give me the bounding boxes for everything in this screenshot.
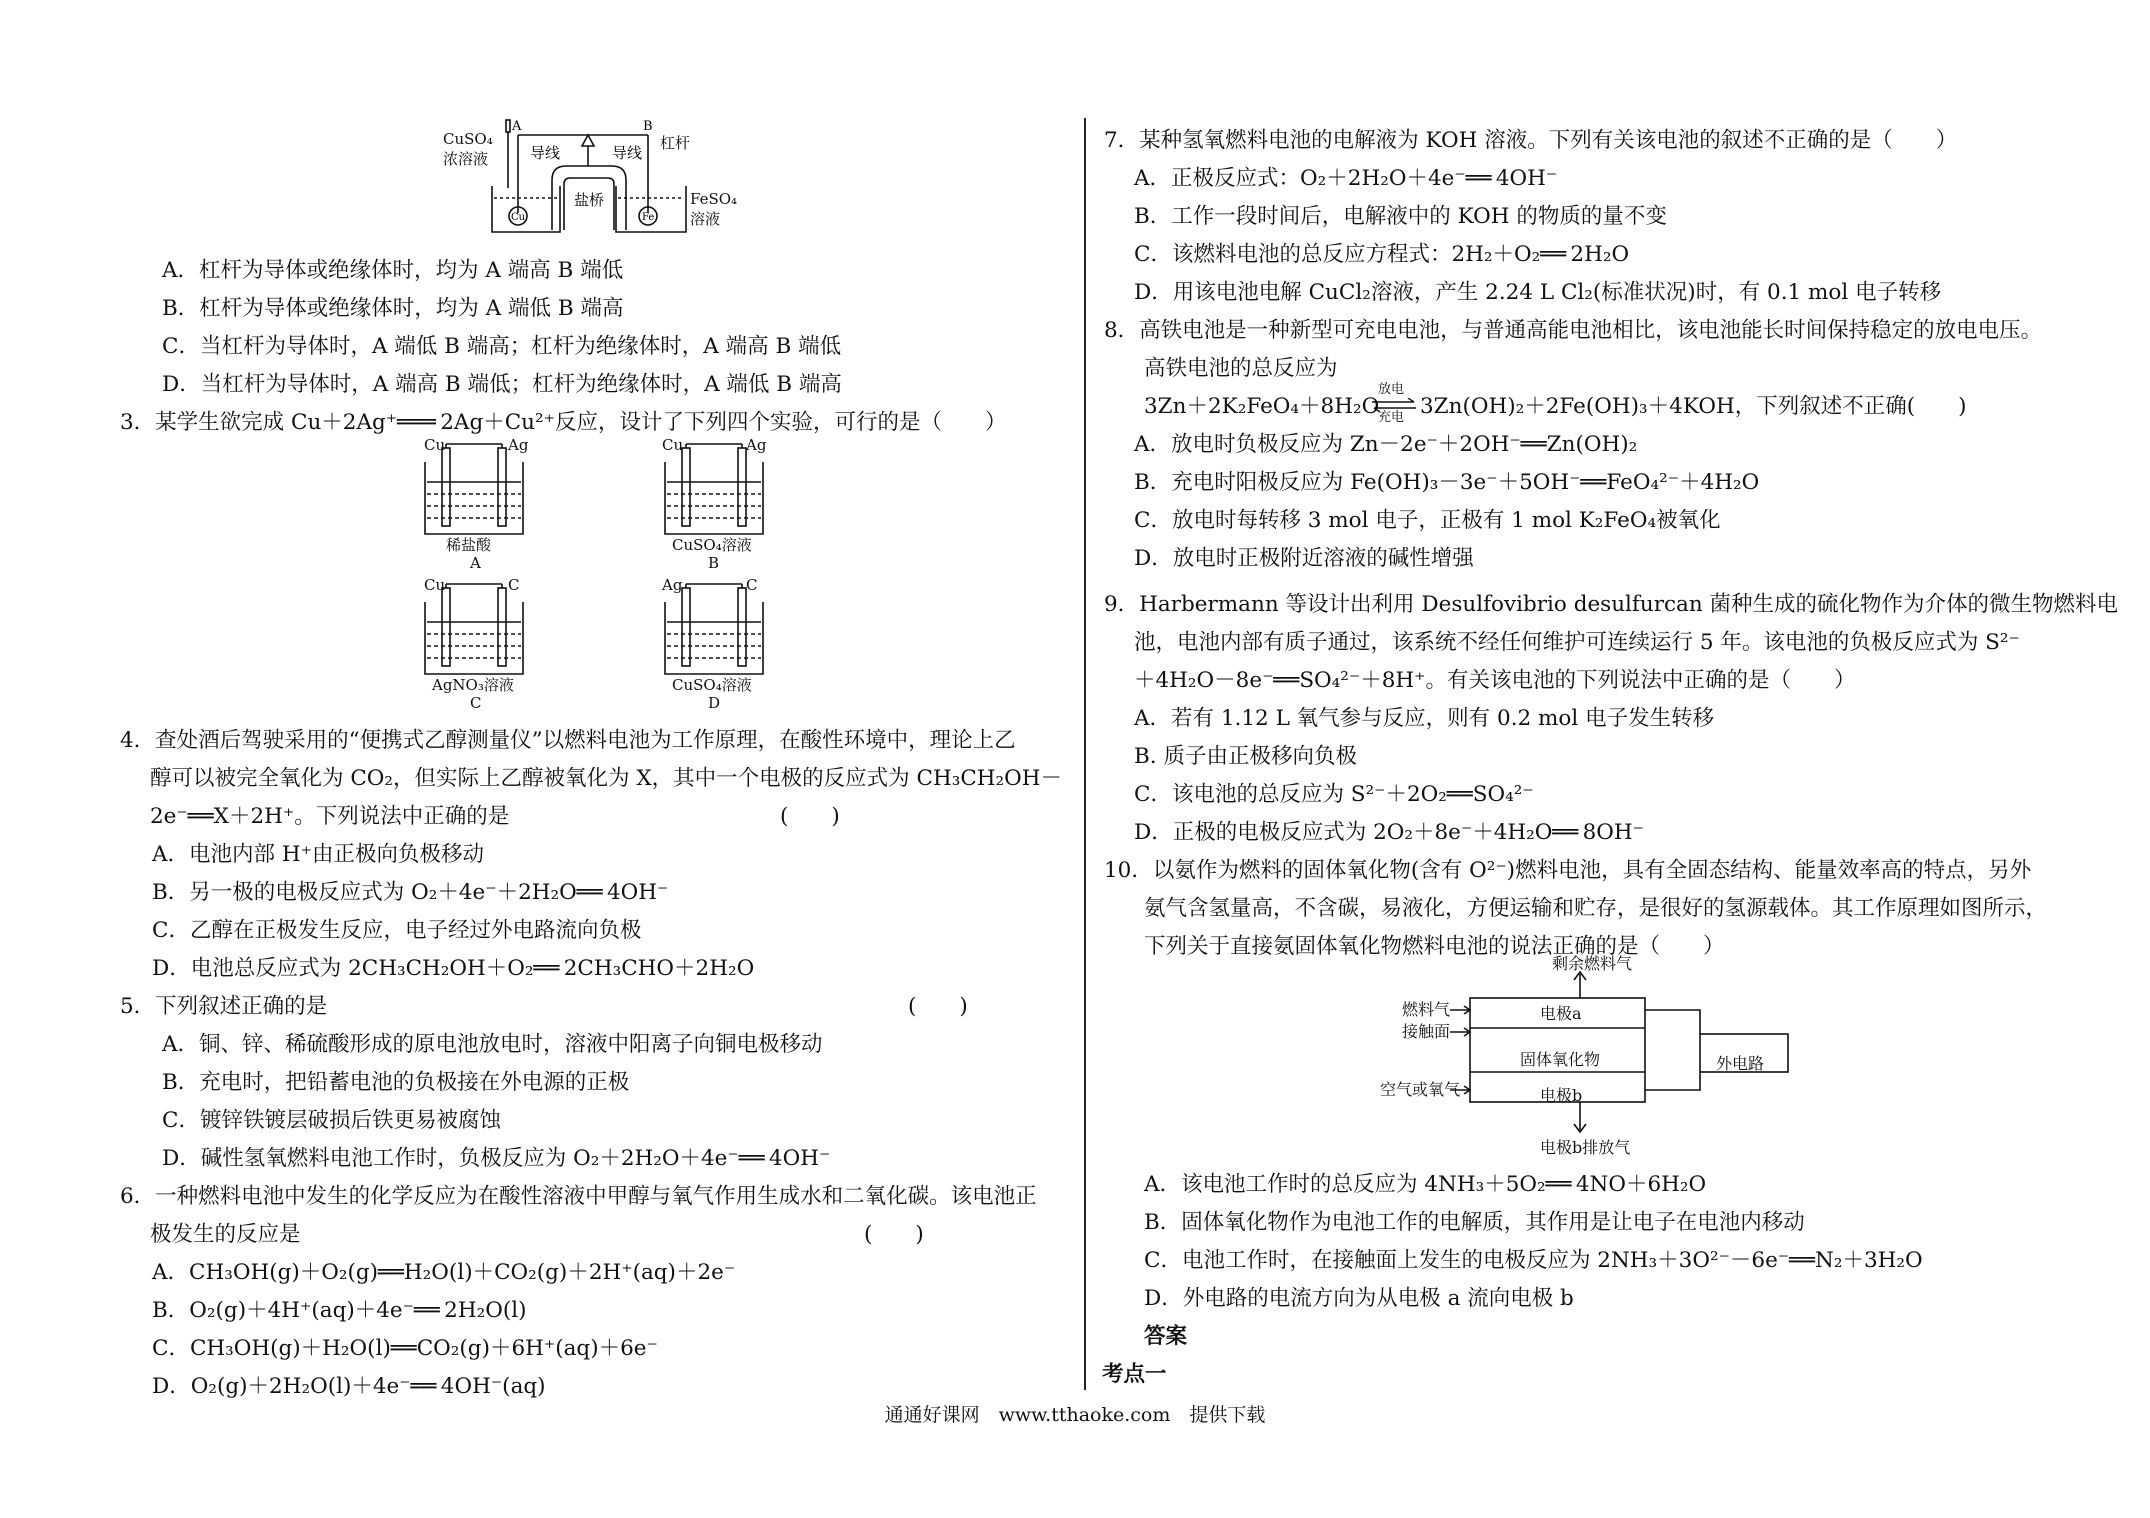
q5-option-c[interactable]: C．镀锌铁镀层破损后铁更易被腐蚀 [162, 1108, 501, 1133]
sofc-solid-oxide: 固体氧化物 [1520, 1050, 1601, 1069]
q3-stem: 3．某学生欲完成 Cu＋2Ag⁺═══ 2Ag＋Cu²⁺反应，设计了下列四个实验，可行的是（ ） [120, 410, 1007, 435]
cu-label: Cu [511, 212, 526, 223]
q10-option-a[interactable]: A．该电池工作时的总反应为 4NH₃＋5O₂══ 4NO＋6H₂O [1144, 1172, 1707, 1197]
sofc-air-oxygen: 空气或氧气 [1380, 1080, 1461, 1099]
q4-stem-line3: 2e⁻══X＋2H⁺。下列说法中正确的是 [150, 804, 510, 829]
sofc-fuel-gas: 燃料气 [1402, 1000, 1451, 1019]
q3-d-right-electrode: C [746, 576, 758, 594]
q5-stem: 5．下列叙述正确的是 [120, 994, 328, 1019]
section-one-title: 考点一 [1102, 1362, 1167, 1387]
q8-option-d[interactable]: D．放电时正极附近溶液的碱性增强 [1134, 546, 1474, 571]
q3-b-label: B [708, 554, 720, 572]
q9-option-b[interactable]: B. 质子由正极移向负极 [1134, 744, 1357, 769]
q3-b-solution: CuSO₄溶液 [672, 536, 752, 554]
q9-stem-line3: ＋4H₂O－8e⁻══SO₄²⁻＋8H⁺。有关该电池的下列说法中正确的是（ ） [1134, 668, 1856, 693]
q4-stem-line1: 4．查处酒后驾驶采用的“便携式乙醇测量仪”以燃料电池为工作原理，在酸性环境中，理论上乙 [120, 728, 1016, 753]
q10-stem-line1: 10．以氨作为燃料的固体氧化物(含有 O²⁻)燃料电池，具有全固态结构、能量效率高的特点，另外 [1104, 858, 2032, 883]
q8-stem-line2: 高铁电池的总反应为 [1144, 356, 1338, 381]
page-footer: 通通好课网 www.tthaoke.com 提供下载 [884, 1404, 1266, 1426]
q9-option-d[interactable]: D．正极的电极反应式为 2O₂＋8e⁻＋4H₂O══ 8OH⁻ [1134, 820, 1645, 845]
q3-d-label: D [708, 694, 721, 712]
sofc-electrode-b: 电极b [1540, 1086, 1583, 1105]
q10-option-d[interactable]: D．外电路的电流方向为从电极 a 流向电极 b [1144, 1286, 1574, 1311]
lever-solution-label: 溶液 [690, 210, 721, 228]
q10-option-c[interactable]: C．电池工作时，在接触面上发生的电极反应为 2NH₃＋3O²⁻－6e⁻══N₂＋3H₂O [1144, 1248, 1923, 1273]
sofc-electrode-a: 电极a [1540, 1004, 1582, 1023]
lever-label-b: B [643, 119, 653, 134]
sofc-external-circuit: 外电路 [1716, 1054, 1765, 1073]
q8-option-a[interactable]: A．放电时负极反应为 Zn－2e⁻＋2OH⁻══Zn(OH)₂ [1134, 432, 1638, 457]
q6-answer-paren: ( ) [864, 1222, 924, 1247]
q3-a-left-electrode: Cu [424, 436, 446, 454]
q9-stem-line2: 池，电池内部有质子通过，该系统不经任何维护可连续运行 5 年。该电池的负极反应式为 S²⁻ [1134, 630, 2020, 655]
q9-stem-line1: 9．Harbermann 等设计出利用 Desulfovibrio desulfurcan 菌种生成的硫化物作为介体的微生物燃料电 [1104, 592, 2119, 617]
q3-c-left-electrode: Cu [424, 576, 446, 594]
q10-stem-line3: 下列关于直接氨固体氧化物燃料电池的说法正确的是（ ） [1144, 934, 1725, 959]
lever-cuso4-label: CuSO₄ [443, 130, 493, 148]
q4-option-a[interactable]: A．电池内部 H⁺由正极向负极移动 [152, 842, 484, 867]
q7-stem: 7．某种氢氧燃料电池的电解液为 KOH 溶液。下列有关该电池的叙述不正确的是（ ） [1104, 128, 1958, 153]
q4-answer-paren: ( ) [780, 804, 840, 829]
q4-option-d[interactable]: D．电池总反应式为 2CH₃CH₂OH＋O₂══ 2CH₃CHO＋2H₂O [152, 956, 755, 981]
q3-a-solution: 稀盐酸 [446, 536, 492, 554]
q3-c-right-electrode: C [508, 576, 520, 594]
q8-equation-discharge: 放电 [1378, 382, 1405, 397]
lever-label-a: A [512, 119, 522, 134]
q3-a-right-electrode: Ag [508, 436, 529, 454]
salt-bridge-label: 盐桥 [574, 191, 605, 209]
q3-b-right-electrode: Ag [746, 436, 767, 454]
q8-option-c[interactable]: C．放电时每转移 3 mol 电子，正极有 1 mol K₂FeO₄被氧化 [1134, 508, 1721, 533]
lever-feso4-label: FeSO₄ [690, 190, 738, 208]
q6-option-d[interactable]: D．O₂(g)＋2H₂O(l)＋4e⁻══ 4OH⁻(aq) [152, 1374, 546, 1399]
q4-option-b[interactable]: B．另一极的电极反应式为 O₂＋4e⁻＋2H₂O══ 4OH⁻ [152, 880, 669, 905]
q2-option-c[interactable]: C．当杠杆为导体时，A 端低 B 端高；杠杆为绝缘体时，A 端高 B 端低 [162, 334, 842, 359]
q6-option-a[interactable]: A．CH₃OH(g)＋O₂(g)══H₂O(l)＋CO₂(g)＋2H⁺(aq)＋2e⁻ [152, 1260, 736, 1285]
q5-option-a[interactable]: A．铜、锌、稀硫酸形成的原电池放电时，溶液中阳离子向铜电极移动 [162, 1032, 823, 1057]
q10-stem-line2: 氨气含氢量高，不含碳，易液化，方便运输和贮存，是很好的氢源载体。其工作原理如图所示， [1144, 896, 2048, 921]
q8-equation-right: 3Zn(OH)₂＋2Fe(OH)₃＋4KOH，下列叙述不正确( ) [1420, 394, 1967, 419]
q3-c-solution: AgNO₃溶液 [432, 676, 514, 694]
q8-option-b[interactable]: B．充电时阳极反应为 Fe(OH)₃－3e⁻＋5OH⁻══FeO₄²⁻＋4H₂O [1134, 470, 1760, 495]
q8-stem-line1: 8．高铁电池是一种新型可充电电池，与普通高能电池相比，该电池能长时间保持稳定的放电电压。 [1104, 318, 2043, 343]
q9-option-c[interactable]: C．该电池的总反应为 S²⁻＋2O₂══SO₄²⁻ [1134, 782, 1534, 807]
q4-option-c[interactable]: C．乙醇在正极发生反应，电子经过外电路流向负极 [152, 918, 642, 943]
q6-option-c[interactable]: C．CH₃OH(g)＋H₂O(l)══CO₂(g)＋6H⁺(aq)＋6e⁻ [152, 1336, 658, 1361]
fe-label: Fe [642, 212, 655, 223]
q3-b-left-electrode: Cu [662, 436, 684, 454]
q8-equation-left: 3Zn＋2K₂FeO₄＋8H₂O [1144, 394, 1380, 419]
q8-equation-charge: 充电 [1378, 410, 1405, 425]
q2-option-a[interactable]: A．杠杆为导体或绝缘体时，均为 A 端高 B 端低 [162, 258, 624, 283]
q9-option-a[interactable]: A．若有 1.12 L 氧气参与反应，则有 0.2 mol 电子发生转移 [1134, 706, 1715, 731]
sofc-contact-surface: 接触面 [1402, 1022, 1451, 1041]
q3-d-left-electrode: Ag [662, 576, 683, 594]
q3-a-label: A [470, 554, 481, 572]
q4-stem-line2: 醇可以被完全氧化为 CO₂，但实际上乙醇被氧化为 X，其中一个电极的反应式为 CH₃CH₂OH－ [150, 766, 1063, 791]
q6-stem-line1: 6．一种燃料电池中发生的化学反应为在酸性溶液中甲醇与氧气作用生成水和二氧化碳。该电池正 [120, 1184, 1037, 1209]
column-divider [1084, 118, 1086, 1390]
q7-option-a[interactable]: A．正极反应式：O₂＋2H₂O＋4e⁻══ 4OH⁻ [1134, 166, 1558, 191]
q5-option-d[interactable]: D．碱性氢氧燃料电池工作时，负极反应为 O₂＋2H₂O＋4e⁻══ 4OH⁻ [162, 1146, 831, 1171]
q5-option-b[interactable]: B．充电时，把铅蓄电池的负极接在外电源的正极 [162, 1070, 630, 1095]
q2-option-d[interactable]: D．当杠杆为导体时，A 端高 B 端低；杠杆为绝缘体时，A 端低 B 端高 [162, 372, 842, 397]
q6-option-b[interactable]: B．O₂(g)＋4H⁺(aq)＋4e⁻══ 2H₂O(l) [152, 1298, 527, 1323]
lever-label: 杠杆 [660, 134, 691, 152]
q7-option-b[interactable]: B．工作一段时间后，电解液中的 KOH 的物质的量不变 [1134, 204, 1667, 229]
lever-conc-label: 浓溶液 [443, 150, 489, 168]
q3-c-label: C [470, 694, 482, 712]
q3-d-solution: CuSO₄溶液 [672, 676, 752, 694]
answer-title: 答案 [1144, 1324, 1188, 1349]
q6-stem-line2: 极发生的反应是 [150, 1222, 301, 1247]
lever-wire-left: 导线 [530, 144, 561, 162]
sofc-electrode-b-exhaust: 电极b排放气 [1540, 1138, 1631, 1157]
lever-wire-right: 导线 [612, 144, 643, 162]
q7-option-c[interactable]: C．该燃料电池的总反应方程式：2H₂＋O₂══ 2H₂O [1134, 242, 1630, 267]
q2-option-b[interactable]: B．杠杆为导体或绝缘体时，均为 A 端低 B 端高 [162, 296, 624, 321]
sofc-remaining-gas: 剩余燃料气 [1552, 954, 1633, 973]
q5-answer-paren: ( ) [908, 994, 968, 1019]
q10-option-b[interactable]: B．固体氧化物作为电池工作的电解质，其作用是让电子在电池内移动 [1144, 1210, 1805, 1235]
q7-option-d[interactable]: D．用该电池电解 CuCl₂溶液，产生 2.24 L Cl₂(标准状况)时，有 0.1 mol 电子转移 [1134, 280, 1942, 305]
